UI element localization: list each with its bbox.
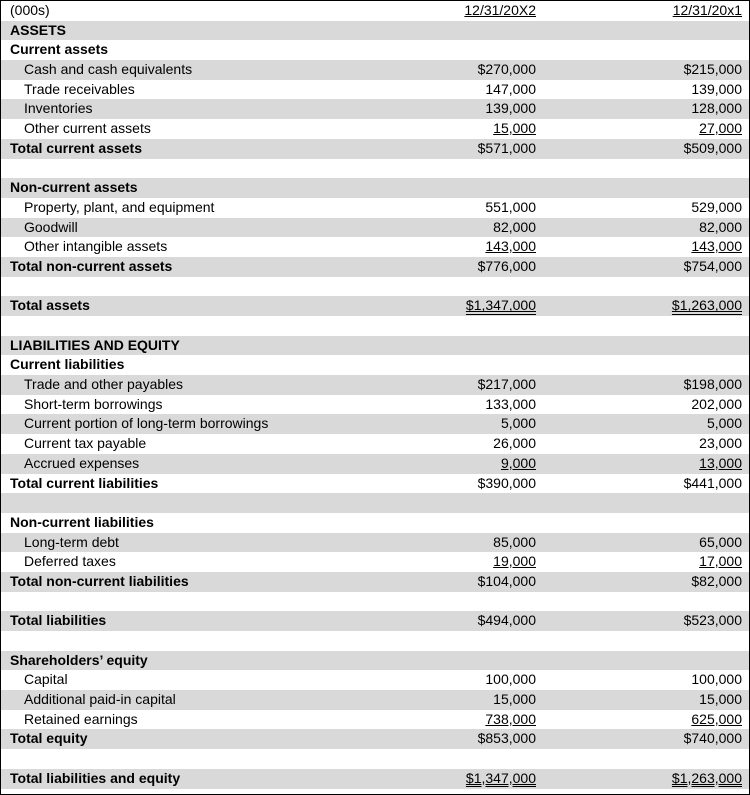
value-20x2: $270,000 [477, 61, 536, 78]
row-label: Total current assets [10, 139, 143, 156]
value-20x2: 133,000 [485, 395, 536, 412]
row-label: Non-current liabilities [10, 513, 154, 530]
value-20x1: $1,263,000 [671, 297, 742, 314]
table-row [1, 218, 749, 238]
table-row [1, 80, 749, 100]
row-label: Long-term debt [24, 533, 119, 550]
value-20x1: 5,000 [706, 415, 742, 432]
value-20x1: 15,000 [699, 691, 742, 708]
value-20x1: 17,000 [699, 553, 742, 570]
value-20x2: 100,000 [485, 671, 536, 688]
row-label: Total equity [10, 730, 88, 747]
row-label: Additional paid-in capital [24, 691, 176, 708]
table-row [1, 277, 749, 297]
table-row [1, 178, 749, 198]
column-header-20x1: 12/31/20x1 [672, 2, 742, 18]
value-20x2: 82,000 [493, 218, 536, 235]
row-label: Non-current assets [10, 179, 138, 196]
row-label: Capital [24, 671, 68, 688]
value-20x2: 738,000 [485, 710, 536, 727]
row-label: Short-term borrowings [24, 395, 163, 412]
header-row [1, 1, 749, 21]
table-row [1, 651, 749, 671]
value-20x1: $740,000 [683, 730, 742, 747]
table-row [1, 552, 749, 572]
value-20x1: $215,000 [683, 61, 742, 78]
table-row [1, 749, 749, 769]
value-20x2: $104,000 [477, 572, 536, 589]
row-label: Trade receivables [24, 80, 135, 97]
value-20x2: 26,000 [493, 435, 536, 452]
table-row [1, 474, 749, 494]
row-label: Other intangible assets [24, 238, 168, 255]
row-label: Other current assets [24, 120, 151, 137]
value-20x1: 27,000 [699, 120, 742, 137]
row-label: Accrued expenses [24, 454, 140, 471]
table-row [1, 592, 749, 612]
row-label: Total non-current liabilities [10, 572, 189, 589]
table-row [1, 710, 749, 730]
row-label: Shareholders’ equity [10, 651, 148, 668]
table-row [1, 119, 749, 139]
value-20x2: 15,000 [493, 691, 536, 708]
value-20x2: $776,000 [477, 257, 536, 274]
row-label: Trade and other payables [24, 376, 184, 393]
table-row [1, 355, 749, 375]
table-row [1, 99, 749, 119]
table-row [1, 21, 749, 41]
row-label: Deferred taxes [24, 553, 116, 570]
value-20x1: $754,000 [683, 257, 742, 274]
value-20x1: $198,000 [683, 376, 742, 393]
value-20x2: $1,347,000 [465, 297, 536, 314]
value-20x1: 139,000 [691, 80, 742, 97]
row-label: Property, plant, and equipment [24, 198, 215, 215]
value-20x2: 139,000 [485, 100, 536, 117]
table-row [1, 60, 749, 80]
value-20x2: $571,000 [477, 139, 536, 156]
table-row [1, 139, 749, 159]
row-label: ASSETS [10, 21, 67, 38]
table-row [1, 729, 749, 749]
value-20x2: 551,000 [485, 198, 536, 215]
value-20x1: 23,000 [699, 435, 742, 452]
value-20x1: 65,000 [699, 533, 742, 550]
table-row [1, 513, 749, 533]
row-label: LIABILITIES AND EQUITY [10, 336, 180, 353]
table-row [1, 533, 749, 553]
table-row [1, 198, 749, 218]
table-row [1, 572, 749, 592]
value-20x2: $494,000 [477, 612, 536, 629]
statement-rows [1, 21, 749, 789]
value-20x2: 15,000 [493, 120, 536, 137]
table-row [1, 296, 749, 316]
value-20x1: 128,000 [691, 100, 742, 117]
row-label: Cash and cash equivalents [24, 61, 193, 78]
value-20x1: 202,000 [691, 395, 742, 412]
table-row [1, 414, 749, 434]
table-row [1, 493, 749, 513]
table-row [1, 454, 749, 474]
table-row [1, 257, 749, 277]
table-row [1, 40, 749, 60]
value-20x1: $441,000 [683, 474, 742, 491]
value-20x1: $523,000 [683, 612, 742, 629]
row-label: Total liabilities [10, 612, 107, 629]
row-label: Total liabilities and equity [10, 769, 181, 786]
table-row [1, 316, 749, 336]
value-20x2: 147,000 [485, 80, 536, 97]
value-20x2: $217,000 [477, 376, 536, 393]
table-row [1, 375, 749, 395]
value-20x1: $82,000 [691, 572, 742, 589]
value-20x1: $509,000 [683, 139, 742, 156]
value-20x1: 13,000 [699, 454, 742, 471]
row-label: Inventories [24, 100, 93, 117]
value-20x1: 625,000 [691, 710, 742, 727]
table-row [1, 336, 749, 356]
table-row [1, 690, 749, 710]
table-row [1, 159, 749, 179]
value-20x1: 529,000 [691, 198, 742, 215]
column-header-20x2: 12/31/20X2 [464, 2, 536, 18]
value-20x2: 143,000 [485, 238, 536, 255]
row-label: Current assets [10, 41, 109, 58]
table-row [1, 611, 749, 631]
value-20x1: 143,000 [691, 238, 742, 255]
value-20x1: $1,263,000 [671, 769, 742, 786]
value-20x2: 9,000 [500, 454, 536, 471]
table-row [1, 670, 749, 690]
row-label: Goodwill [24, 218, 78, 235]
table-row [1, 237, 749, 257]
value-20x2: 5,000 [500, 415, 536, 432]
row-label: Current tax payable [24, 435, 147, 452]
value-20x2: $1,347,000 [465, 769, 536, 786]
table-row [1, 769, 749, 789]
row-label: Current portion of long-term borrowings [24, 415, 269, 432]
row-label: Retained earnings [24, 710, 138, 727]
value-20x1: 82,000 [699, 218, 742, 235]
row-label: Current liabilities [10, 356, 125, 373]
row-label: Total non-current assets [10, 257, 173, 274]
value-20x2: $853,000 [477, 730, 536, 747]
row-label: Total assets [10, 297, 90, 314]
row-label: Total current liabilities [10, 474, 159, 491]
value-20x1: 100,000 [691, 671, 742, 688]
table-row [1, 395, 749, 415]
value-20x2: $390,000 [477, 474, 536, 491]
value-20x2: 85,000 [493, 533, 536, 550]
value-20x2: 19,000 [493, 553, 536, 570]
table-row [1, 434, 749, 454]
table-row [1, 631, 749, 651]
unit-label: (000s) [10, 2, 50, 18]
